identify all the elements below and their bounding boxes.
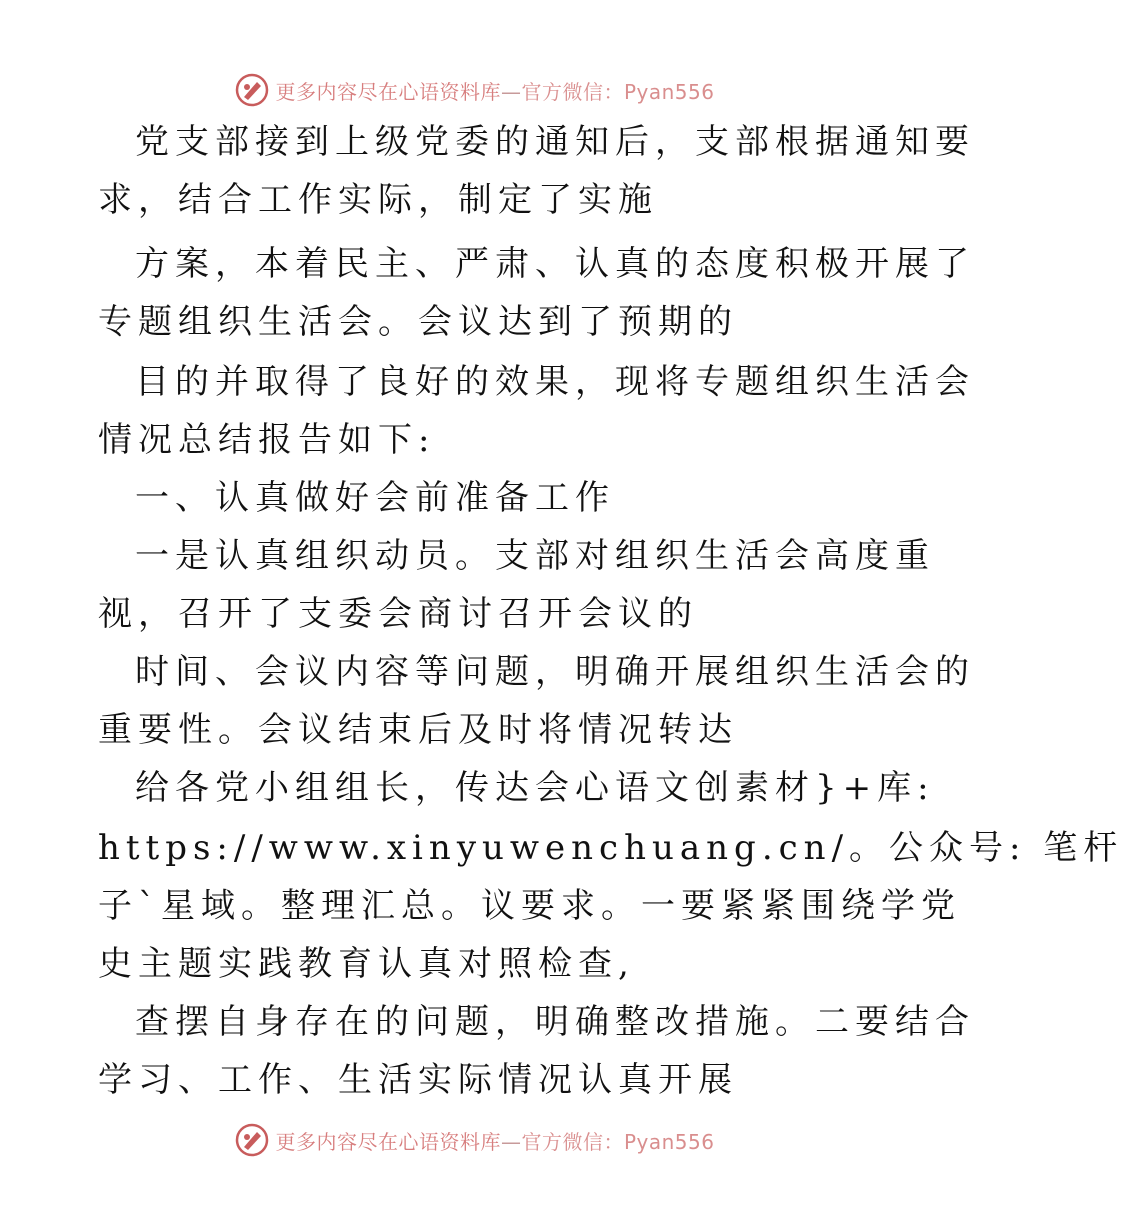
banner-wechat-text: 官方微信：Pyan556 <box>521 1129 715 1154</box>
body-line: 求，结合工作实际，制定了实施 <box>98 180 658 220</box>
brand-logo-icon <box>235 73 269 107</box>
brand-logo-icon <box>235 1123 269 1157</box>
body-line: https://www.xinyuwenchuang.cn/。公众号: 笔杆 <box>98 828 1123 868</box>
banner-main-text: 更多内容尽在心语资料库 <box>275 1129 501 1154</box>
banner-text <box>275 76 714 105</box>
banner-main-text: 更多内容尽在心语资料库 <box>275 79 501 104</box>
header-banner <box>0 70 950 110</box>
body-line: 情况总结报告如下: <box>98 420 436 460</box>
body-line: 给各党小组组长，传达会心语文创素材}+库: <box>135 768 935 808</box>
banner-separator: — <box>500 79 522 104</box>
body-line: 专题组织生活会。会议达到了预期的 <box>98 302 738 342</box>
banner-separator: — <box>500 1129 522 1154</box>
body-line: 史主题实践教育认真对照检查, <box>98 944 635 984</box>
banner-text <box>275 1126 714 1155</box>
body-line: 视，召开了支委会商讨召开会议的 <box>98 594 698 634</box>
section-heading: 一、认真做好会前准备工作 <box>135 478 615 518</box>
body-line: 查摆自身存在的问题，明确整改措施。二要结合 <box>135 1002 975 1042</box>
body-line: 子`星域。整理汇总。议要求。一要紧紧围绕学党 <box>98 886 961 926</box>
body-line: 一是认真组织动员。支部对组织生活会高度重 <box>135 536 935 576</box>
footer-banner <box>0 1120 950 1160</box>
body-line: 党支部接到上级党委的通知后，支部根据通知要 <box>135 122 975 162</box>
body-line: 重要性。会议结束后及时将情况转达 <box>98 710 738 750</box>
body-line: 方案，本着民主、严肃、认真的态度积极开展了 <box>135 244 975 284</box>
body-line: 目的并取得了良好的效果，现将专题组织生活会 <box>135 362 975 402</box>
body-line: 时间、会议内容等问题，明确开展组织生活会的 <box>135 652 975 692</box>
banner-wechat-text: 官方微信：Pyan556 <box>521 79 715 104</box>
body-line: 学习、工作、生活实际情况认真开展 <box>98 1060 738 1100</box>
